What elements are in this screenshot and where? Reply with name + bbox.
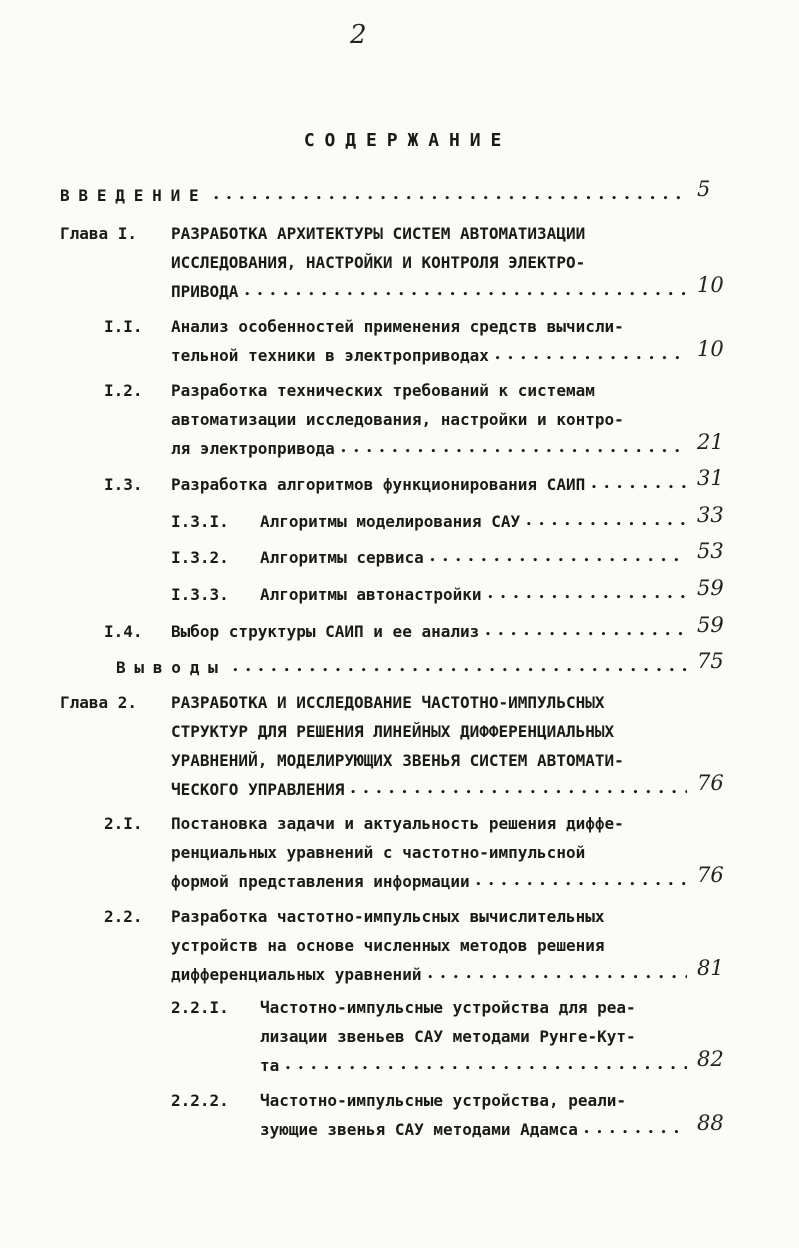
entry-text-line: лизации звеньев САУ методами Рунге-Кут- <box>260 1027 636 1046</box>
entry-text-line: устройств на основе численных методов решения <box>171 936 605 955</box>
entry-page-number: 10 <box>697 337 724 361</box>
entry-page-number: 33 <box>697 503 724 527</box>
entry-text-line: УРАВНЕНИЙ, МОДЕЛИРУЮЩИХ ЗВЕНЬЯ СИСТЕМ АВТОМАТИ- <box>171 751 624 770</box>
entry-page-number: 31 <box>697 466 724 490</box>
dot-leader <box>341 434 687 467</box>
entry-page-number: 76 <box>697 771 724 795</box>
entry-page-number: 76 <box>697 863 724 887</box>
entry-page-number: 59 <box>697 576 724 600</box>
entry-text-line: Частотно-импульсные устройства для реа- <box>260 998 636 1017</box>
entry-text-line: Разработка частотно-импульсных вычислительных <box>171 907 605 926</box>
entry-text-line: формой представления информации <box>171 872 470 891</box>
entry-text-line: тельной техники в электроприводах <box>171 346 489 365</box>
entry-text-line: Частотно-импульсные устройства, реали- <box>260 1091 627 1110</box>
dot-leader <box>233 653 687 686</box>
dot-leader <box>488 580 687 613</box>
entry-page-number: 59 <box>697 613 724 637</box>
entry-page-number: 21 <box>697 430 724 454</box>
dot-leader <box>285 1051 687 1084</box>
entry-text-line: Постановка задачи и актуальность решения диффе- <box>171 814 624 833</box>
dot-leader <box>244 277 687 310</box>
entry-page-number: 75 <box>697 649 724 673</box>
entry-page-number: 10 <box>697 273 724 297</box>
entry-text-line: ЧЕСКОГО УПРАВЛЕНИЯ <box>171 780 345 799</box>
entry-text-line: РАЗРАБОТКА АРХИТЕКТУРЫ СИСТЕМ АВТОМАТИЗАЦИИ <box>171 224 586 243</box>
entry-text-line: Алгоритмы моделирования САУ <box>260 512 521 531</box>
entry-number: Глава 2. <box>60 693 138 712</box>
entry-text-line: ВВЕДЕНИЕ <box>60 186 208 205</box>
entry-text-line: РАЗРАБОТКА И ИССЛЕДОВАНИЕ ЧАСТОТНО-ИМПУЛЬСНЫХ <box>171 693 605 712</box>
toc-title: СОДЕРЖАНИЕ <box>303 130 512 151</box>
entry-text-line: ИССЛЕДОВАНИЯ, НАСТРОЙКИ И КОНТРОЛЯ ЭЛЕКТРО- <box>171 253 586 272</box>
entry-number: 2.2.I. <box>171 998 229 1017</box>
entry-number: I.3.2. <box>171 548 229 567</box>
dot-leader <box>350 775 687 808</box>
entry-text-line: автоматизации исследования, настройки и контро- <box>171 410 624 429</box>
entry-text-line: дифференциальных уравнений <box>171 965 422 984</box>
dot-leader <box>427 960 687 993</box>
dot-leader <box>476 867 687 900</box>
entry-number: I.3.I. <box>171 512 229 531</box>
entry-number: I.4. <box>104 622 143 641</box>
entry-text-line: Алгоритмы сервиса <box>260 548 424 567</box>
dot-leader <box>526 507 687 540</box>
dot-leader <box>591 470 687 503</box>
entry-number: I.3.3. <box>171 585 229 604</box>
entry-text-line: та <box>260 1056 280 1075</box>
entry-page-number: 81 <box>697 956 724 980</box>
entry-text-line: СТРУКТУР ДЛЯ РЕШЕНИЯ ЛИНЕЙНЫХ ДИФФЕРЕНЦИАЛЬНЫХ <box>171 722 615 741</box>
page-number: 2 <box>350 20 367 50</box>
dot-leader <box>495 341 687 374</box>
entry-number: 2.I. <box>104 814 143 833</box>
entry-text-line: ПРИВОДА <box>171 282 239 301</box>
entry-text-line: Выводы <box>116 658 227 677</box>
entry-text-line: зующие звенья САУ методами Адамса <box>260 1120 578 1139</box>
entry-page-number: 88 <box>697 1111 724 1135</box>
dot-leader <box>213 181 687 214</box>
dot-leader <box>584 1115 687 1148</box>
entry-page-number: 5 <box>697 177 711 201</box>
dot-leader <box>485 617 687 650</box>
entry-number: I.2. <box>104 381 143 400</box>
entry-number: 2.2.2. <box>171 1091 229 1110</box>
dot-leader <box>430 543 687 576</box>
entry-text-line: ренциальных уравнений с частотно-импульсной <box>171 843 586 862</box>
entry-page-number: 53 <box>697 539 724 563</box>
entry-text-line: ля электропривода <box>171 439 335 458</box>
entry-number: Глава I. <box>60 224 138 243</box>
entry-text-line: Выбор структуры САИП и ее анализ <box>171 622 480 641</box>
entry-text-line: Анализ особенностей применения средств вычисли- <box>171 317 624 336</box>
entry-text-line: Разработка алгоритмов функционирования САИП <box>171 475 586 494</box>
entry-page-number: 82 <box>697 1047 724 1071</box>
entry-number: I.I. <box>104 317 143 336</box>
entry-text-line: Алгоритмы автонастройки <box>260 585 482 604</box>
entry-number: 2.2. <box>104 907 143 926</box>
entry-number: I.3. <box>104 475 143 494</box>
entry-text-line: Разработка технических требований к системам <box>171 381 595 400</box>
